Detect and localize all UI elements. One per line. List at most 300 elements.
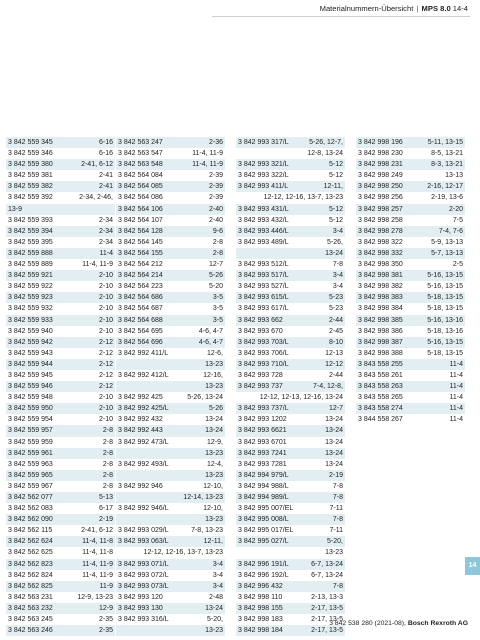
index-row <box>6 470 115 481</box>
material-number: 3 842 563 548 <box>118 161 163 169</box>
index-row <box>6 204 115 215</box>
index-row <box>356 170 465 181</box>
page-reference-continued: 13-23 <box>205 471 223 479</box>
page-reference: 3-4 <box>332 283 343 291</box>
material-number: 3 842 993 130 <box>118 604 163 612</box>
index-row <box>116 237 225 248</box>
index-row <box>6 448 115 459</box>
page-reference: 6-7, 13-24 <box>311 571 343 579</box>
material-number: 3 842 992 425 <box>118 394 163 402</box>
page-reference: 2-12 <box>98 349 113 357</box>
index-row <box>236 503 345 514</box>
index-row <box>356 259 465 270</box>
page-reference: 2-39 <box>208 172 223 180</box>
material-number: 3 842 559 933 <box>8 316 53 324</box>
index-row <box>6 570 115 581</box>
page-reference: 2-5 <box>452 261 463 269</box>
index-row <box>236 470 345 481</box>
page-reference: 2-8 <box>102 460 113 468</box>
index-row <box>116 503 225 514</box>
page-reference: 12-9, <box>207 438 223 446</box>
index-row <box>6 503 115 514</box>
index-row <box>6 392 115 403</box>
page-reference-continued: 12-8, 13-24 <box>307 150 343 158</box>
material-number: 3 842 562 083 <box>8 505 53 513</box>
page-reference-continued: 12-12, 12-16, 13-7, 13-23 <box>143 549 223 557</box>
product-name: MPS 8.0 <box>421 4 451 13</box>
index-row <box>356 226 465 237</box>
material-number: 3 842 998 231 <box>358 161 403 169</box>
material-number: 3 842 563 231 <box>8 593 53 601</box>
page-reference: 7-5 <box>452 216 463 224</box>
page-reference: 5-16, 13-15 <box>427 283 463 291</box>
index-row <box>236 281 345 292</box>
index-row <box>116 148 225 159</box>
material-number: 3 842 564 695 <box>118 327 163 335</box>
page-reference: 13-24 <box>205 604 223 612</box>
index-row <box>116 547 225 558</box>
material-number: 3 842 564 085 <box>118 183 163 191</box>
index-row <box>236 303 345 314</box>
index-row <box>116 581 225 592</box>
page-reference: 2-10 <box>98 416 113 424</box>
material-number: 13-9 <box>8 205 23 213</box>
index-row <box>116 370 225 381</box>
page-reference: 3-4 <box>212 582 223 590</box>
index-row <box>116 492 225 503</box>
header-text <box>320 4 468 13</box>
index-row <box>356 370 465 381</box>
material-number: 3 842 998 183 <box>238 616 283 624</box>
material-number: 3 842 559 959 <box>8 438 53 446</box>
page-reference: 5-23 <box>328 305 343 313</box>
index-row <box>116 337 225 348</box>
page-reference: 7-8 <box>332 261 343 269</box>
index-row <box>236 215 345 226</box>
page-reference: 5-18, 13-15 <box>427 349 463 357</box>
index-row <box>116 614 225 625</box>
material-number: 3 842 998 382 <box>358 283 403 291</box>
material-number: 3 842 993 7281 <box>238 460 287 468</box>
material-number: 3 842 993 6621 <box>238 427 287 435</box>
page-reference: 5-20, <box>207 616 223 624</box>
material-number: 3 842 998 322 <box>358 238 403 246</box>
page-reference: 2-12 <box>98 338 113 346</box>
index-row <box>236 547 345 558</box>
page-reference: 2-12 <box>98 371 113 379</box>
index-row <box>356 315 465 326</box>
page-reference: 3-4 <box>212 571 223 579</box>
page-reference: 12-16, <box>203 371 223 379</box>
index-row <box>6 592 115 603</box>
page-reference-continued: 13-23 <box>205 627 223 635</box>
material-number: 3 842 559 963 <box>8 460 53 468</box>
page-reference: 3-4 <box>332 227 343 235</box>
material-number: 3 842 559 932 <box>8 305 53 313</box>
page-reference: 12-4, <box>207 460 223 468</box>
page-reference: 2-44 <box>328 316 343 324</box>
page-reference: 2-8 <box>102 427 113 435</box>
index-row <box>6 248 115 259</box>
material-number: 3 842 992 412/L <box>118 371 169 379</box>
material-number: 3 842 993 670 <box>238 327 283 335</box>
page-reference: 3-5 <box>212 294 223 302</box>
page-reference: 5-12 <box>328 161 343 169</box>
page-reference: 2-10 <box>98 294 113 302</box>
index-row <box>116 437 225 448</box>
material-number: 3 842 993 411/L <box>238 183 289 191</box>
material-number: 3 842 559 381 <box>8 172 53 180</box>
material-number: 3 842 993 446/L <box>238 227 289 235</box>
material-number: 3 842 992 411/L <box>118 349 169 357</box>
material-number: 3 842 993 063/L <box>118 538 169 546</box>
index-row <box>236 337 345 348</box>
page-reference: 2-8 <box>102 471 113 479</box>
index-column-3 <box>236 137 345 636</box>
material-number: 3 842 564 688 <box>118 316 163 324</box>
material-number: 3 842 992 473/L <box>118 438 169 446</box>
page-footer <box>329 620 468 627</box>
material-number: 3 842 995 017/EL <box>238 527 294 535</box>
page-reference: 11-4, 11-8 <box>82 538 113 546</box>
index-row <box>6 559 115 570</box>
material-number: 3 842 993 703/L <box>238 338 289 346</box>
material-number: 3 842 563 232 <box>8 604 53 612</box>
page-reference: 11-4 <box>449 416 463 424</box>
material-number: 3 842 993 431/L <box>238 205 289 213</box>
index-column-4 <box>356 137 465 425</box>
index-row <box>6 414 115 425</box>
material-number: 3 842 998 155 <box>238 604 283 612</box>
page-reference: 3-5 <box>212 316 223 324</box>
index-row <box>116 348 225 359</box>
page-reference: 2-41, 6-12 <box>81 527 113 535</box>
index-row <box>6 292 115 303</box>
index-row <box>6 481 115 492</box>
index-row <box>6 215 115 226</box>
index-row <box>236 392 345 403</box>
page-reference: 2-16, 12-17 <box>427 183 463 191</box>
page-reference: 5-16, 13-16 <box>427 316 463 324</box>
material-number: 3 842 998 387 <box>358 338 403 346</box>
page-reference: 11-4, 11-9 <box>82 571 113 579</box>
index-row <box>236 159 345 170</box>
material-number: 3 842 562 090 <box>8 516 53 524</box>
page-reference: 11-4, 11-8 <box>82 549 113 557</box>
page-reference: 2-39 <box>208 183 223 191</box>
index-row <box>236 370 345 381</box>
index-row <box>6 359 115 370</box>
index-column-1 <box>6 137 115 636</box>
material-number: 3 842 564 212 <box>118 261 163 269</box>
page-reference: 13-24 <box>205 427 223 435</box>
index-row <box>356 204 465 215</box>
material-number: 3 843 558 261 <box>358 371 403 379</box>
page-reference: 5-18, 13-15 <box>427 294 463 302</box>
page-reference: 5-20 <box>208 283 223 291</box>
index-row <box>116 525 225 536</box>
page-reference: 7-8 <box>332 482 343 490</box>
index-row <box>236 570 345 581</box>
footer-brand: Bosch Rexroth AG <box>407 620 468 627</box>
index-row <box>6 536 115 547</box>
index-row <box>116 625 225 636</box>
index-row <box>6 614 115 625</box>
index-row <box>356 148 465 159</box>
page-reference: 2-44 <box>328 371 343 379</box>
page-reference: 13-24 <box>325 427 343 435</box>
index-row <box>6 326 115 337</box>
index-row <box>236 237 345 248</box>
index-row <box>236 514 345 525</box>
index-row <box>6 348 115 359</box>
index-row <box>116 259 225 270</box>
index-row <box>356 303 465 314</box>
index-row <box>6 603 115 614</box>
material-number: 3 842 564 145 <box>118 238 163 246</box>
page-reference: 2-8 <box>212 249 223 257</box>
index-row <box>116 603 225 614</box>
index-row <box>236 148 345 159</box>
material-number: 3 842 993 1202 <box>238 416 287 424</box>
material-number: 3 842 562 624 <box>8 538 53 546</box>
material-number: 3 843 558 255 <box>358 360 403 368</box>
page-reference: 3-5 <box>212 305 223 313</box>
material-number: 3 842 993 317/L <box>238 139 289 146</box>
material-number: 3 842 993 6701 <box>238 438 287 446</box>
index-row <box>116 536 225 547</box>
material-number: 3 842 993 071/L <box>118 560 169 568</box>
material-number: 3 842 559 889 <box>8 261 53 269</box>
page-reference: 13-24 <box>325 416 343 424</box>
page-reference: 5-11, 13-15 <box>427 139 463 146</box>
material-number: 3 842 559 922 <box>8 283 53 291</box>
page-reference: 12-11, <box>323 183 343 191</box>
index-row <box>116 359 225 370</box>
material-number: 3 842 564 687 <box>118 305 163 313</box>
index-row <box>236 381 345 392</box>
material-number: 3 842 564 155 <box>118 249 163 257</box>
index-row <box>116 192 225 203</box>
page-reference: 6-17 <box>98 505 113 513</box>
index-row <box>236 437 345 448</box>
material-number: 3 842 998 196 <box>358 139 403 146</box>
material-number: 3 842 998 230 <box>358 150 403 158</box>
page-reference: 5-26, 12-7, <box>309 139 343 146</box>
index-row <box>356 181 465 192</box>
page-number: 14-4 <box>452 4 468 13</box>
index-row <box>116 459 225 470</box>
index-row <box>116 170 225 181</box>
page-reference: 11-9 <box>99 582 113 590</box>
page-reference: 2-48 <box>208 593 223 601</box>
material-number: 3 842 559 392 <box>8 194 53 202</box>
material-number: 3 842 994 979/L <box>238 471 289 479</box>
material-number: 3 842 998 258 <box>358 216 403 224</box>
page-reference: 5-23 <box>328 294 343 302</box>
material-number: 3 842 993 316/L <box>118 616 169 624</box>
material-number: 3 844 558 267 <box>358 416 403 424</box>
page-reference: 2-12 <box>98 360 113 368</box>
material-number: 3 842 998 110 <box>238 593 283 601</box>
page-reference: 2-12 <box>98 383 113 391</box>
index-row <box>356 270 465 281</box>
index-row <box>6 259 115 270</box>
page-reference: 11-4, 11-9 <box>82 261 113 269</box>
index-row <box>356 281 465 292</box>
index-row <box>6 625 115 636</box>
index-row <box>6 492 115 503</box>
material-number: 3 842 993 029/L <box>118 527 169 535</box>
index-row <box>356 237 465 248</box>
header-separator: | <box>416 4 419 13</box>
page-reference: 2-10 <box>98 316 113 324</box>
index-row <box>356 337 465 348</box>
index-row <box>6 192 115 203</box>
material-number: 3 842 992 425/L <box>118 405 169 413</box>
page-reference: 12-12 <box>325 360 343 368</box>
material-number: 3 842 998 383 <box>358 294 403 302</box>
page-reference-continued: 13-23 <box>205 516 223 524</box>
page-reference: 3-4 <box>332 272 343 280</box>
material-number: 3 842 564 128 <box>118 227 163 235</box>
material-number: 3 842 562 825 <box>8 582 53 590</box>
material-number: 3 842 559 380 <box>8 161 53 169</box>
footer-doc-number: 3 842 538 280 (2021-08), <box>329 620 406 627</box>
index-row <box>236 270 345 281</box>
page-reference: 12-10, <box>203 505 223 513</box>
material-number: 3 842 993 432/L <box>238 216 289 224</box>
page-reference: 2-8 <box>212 238 223 246</box>
index-row <box>116 303 225 314</box>
page-reference: 2-10 <box>98 405 113 413</box>
index-row <box>116 448 225 459</box>
index-row <box>6 403 115 414</box>
material-number: 3 842 563 547 <box>118 150 163 158</box>
index-row <box>236 181 345 192</box>
index-column-2 <box>116 137 225 636</box>
page-reference: 11-4 <box>449 405 463 413</box>
material-number: 3 842 993 517/L <box>238 272 289 280</box>
material-number: 3 842 562 077 <box>8 494 53 501</box>
page-reference: 5-18, 13-15 <box>427 305 463 313</box>
index-row <box>236 592 345 603</box>
page-reference: 5-20, <box>327 538 343 546</box>
material-number: 3 842 564 686 <box>118 294 163 302</box>
material-number: 3 842 993 321/L <box>238 161 289 169</box>
page-reference: 11-4, 11-9 <box>192 150 223 158</box>
index-row <box>236 425 345 436</box>
page-reference: 7-4, 12-8, <box>313 383 343 391</box>
index-row <box>236 525 345 536</box>
index-row <box>356 248 465 259</box>
index-row <box>236 248 345 259</box>
index-row <box>236 492 345 503</box>
page-reference: 11-4 <box>449 383 463 391</box>
material-number: 3 842 564 214 <box>118 272 163 280</box>
material-number: 3 842 559 950 <box>8 405 53 413</box>
page-reference: 2-10 <box>98 272 113 280</box>
index-row <box>116 381 225 392</box>
page-reference: 5-16, 13-15 <box>427 338 463 346</box>
index-row <box>356 137 465 148</box>
index-row <box>116 425 225 436</box>
material-number: 3 842 998 386 <box>358 327 403 335</box>
page-reference: 12-6, <box>207 349 223 357</box>
page-reference: 2-20 <box>448 205 463 213</box>
material-number: 3 842 992 493/L <box>118 460 169 468</box>
material-number: 3 842 562 824 <box>8 571 53 579</box>
index-row <box>236 226 345 237</box>
index-row <box>356 381 465 392</box>
page-reference-continued: 13-23 <box>205 383 223 391</box>
page-reference: 5-16, 13-15 <box>427 272 463 280</box>
index-row <box>6 170 115 181</box>
index-row <box>116 281 225 292</box>
page-reference: 11-4, 11-9 <box>192 161 223 169</box>
material-number: 3 842 563 246 <box>8 627 53 635</box>
page-reference: 12-9 <box>98 604 113 612</box>
material-number: 3 842 562 625 <box>8 549 53 557</box>
index-row <box>236 170 345 181</box>
index-row <box>236 315 345 326</box>
page-reference: 2-35 <box>98 616 113 624</box>
material-number: 3 842 993 662 <box>238 316 283 324</box>
page-reference: 5-12 <box>328 205 343 213</box>
material-number: 3 842 994 988/L <box>238 482 289 490</box>
material-number: 3 842 998 381 <box>358 272 403 280</box>
material-number: 3 842 992 946 <box>118 482 163 490</box>
page-reference: 13-24 <box>325 460 343 468</box>
material-number: 3 842 993 7241 <box>238 449 287 457</box>
index-row <box>236 448 345 459</box>
index-row <box>6 425 115 436</box>
page-reference: 7-8 <box>332 582 343 590</box>
index-row <box>116 248 225 259</box>
index-row <box>116 559 225 570</box>
material-number: 3 842 993 728 <box>238 371 283 379</box>
index-row <box>116 570 225 581</box>
index-row <box>6 159 115 170</box>
material-number: 3 842 559 945 <box>8 371 53 379</box>
index-row <box>116 592 225 603</box>
material-number: 3 842 993 706/L <box>238 349 289 357</box>
index-row <box>6 237 115 248</box>
page-reference-continued: 13-23 <box>325 549 343 557</box>
page-reference: 7-8, 13-23 <box>191 527 223 535</box>
index-row <box>236 481 345 492</box>
material-number: 3 842 994 989/L <box>238 494 289 501</box>
material-number: 3 842 563 247 <box>118 139 163 146</box>
index-row <box>116 392 225 403</box>
index-row <box>116 204 225 215</box>
material-number: 3 842 563 245 <box>8 616 53 624</box>
page-reference: 11-4 <box>99 249 113 257</box>
index-row <box>356 392 465 403</box>
material-number: 3 842 564 107 <box>118 216 163 224</box>
index-row <box>6 270 115 281</box>
index-row <box>6 525 115 536</box>
page-reference: 7-11 <box>329 505 343 513</box>
page-reference-continued: 12-12, 12-13, 12-16, 13-24 <box>259 394 343 402</box>
page-reference: 5-26 <box>208 272 223 280</box>
index-row <box>356 192 465 203</box>
page-reference: 5-26 <box>208 405 223 413</box>
index-row <box>116 315 225 326</box>
material-number: 3 842 998 332 <box>358 249 403 257</box>
page-reference: 5-9, 13-13 <box>431 238 463 246</box>
page-reference: 7-11 <box>329 527 343 535</box>
